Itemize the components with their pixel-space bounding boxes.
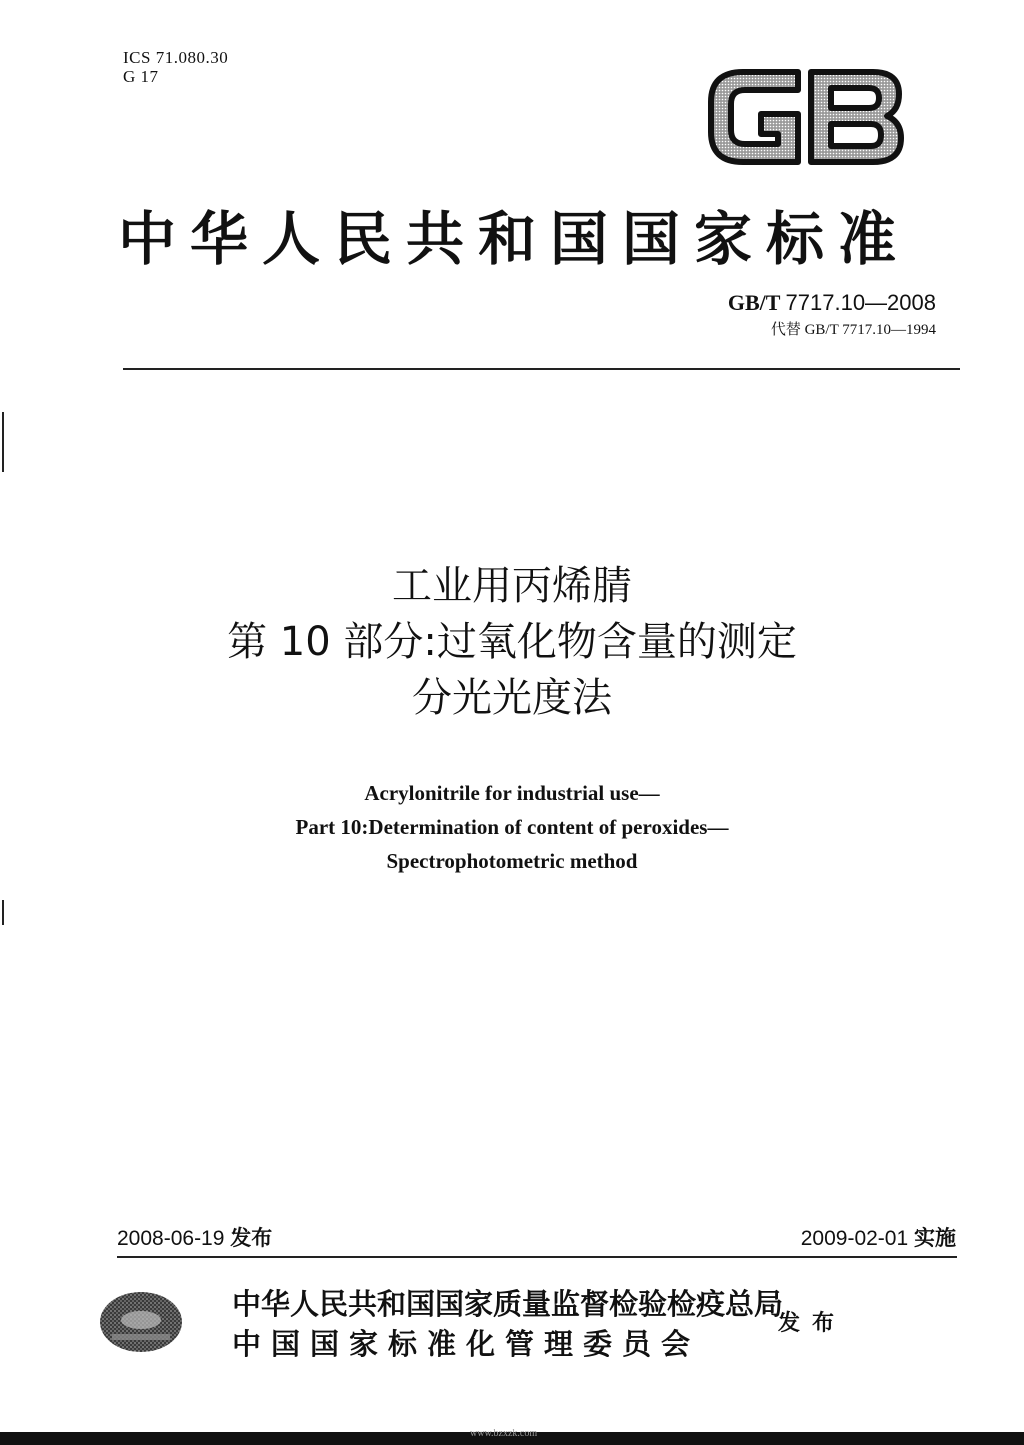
gb-logo	[703, 62, 908, 172]
header-divider	[123, 368, 960, 370]
logo-letter-g	[711, 72, 798, 162]
national-standard-title: 中华人民共和国国家标准	[118, 205, 911, 273]
standard-number-block	[728, 290, 936, 339]
issue-label: 发布	[230, 1226, 273, 1250]
issuer-sac: 中国国家标准化管理委员会	[232, 1327, 701, 1361]
english-title-line-1: Acrylonitrile for industrial use—	[364, 781, 660, 805]
standard-prefix: GB/T	[727, 290, 781, 315]
issuer-aqsiq: 中华人民共和国国家质量监督检验检疫总局	[232, 1287, 784, 1321]
issue-date-value: 2008-06-19	[117, 1227, 225, 1250]
issue-date	[117, 1222, 272, 1252]
standard-number	[728, 290, 936, 316]
replaces-standard: 代替 GB/T 7717.10—1994	[770, 322, 936, 338]
publish-label: 发布	[778, 1311, 847, 1336]
classification-codes	[123, 48, 228, 86]
footer-divider	[117, 1256, 957, 1258]
implementation-label: 实施	[914, 1226, 956, 1250]
logo-letter-b	[811, 72, 901, 162]
implementation-date	[801, 1222, 956, 1252]
chinese-title	[0, 558, 1024, 726]
ics-code: ICS 71.080.30	[123, 48, 229, 67]
english-title	[0, 776, 1024, 878]
standard-code: 7717.10—2008	[785, 290, 936, 315]
implementation-date-value: 2009-02-01	[800, 1227, 909, 1250]
ccs-code: G 17	[123, 67, 159, 86]
issuing-authorities	[232, 1284, 783, 1364]
english-title-line-3: Spectrophotometric method	[386, 849, 638, 873]
scan-mark	[2, 900, 4, 925]
english-title-line-2: Part 10:Determination of content of peroxides—	[295, 815, 729, 839]
watermark: www.bzxzk.com	[470, 1428, 538, 1439]
chinese-title-line-3: 分光光度法	[412, 675, 612, 721]
scan-mark	[2, 412, 4, 472]
chinese-title-line-2: 第 10 部分:过氧化物含量的测定	[227, 619, 797, 665]
issuer-seal-icon	[98, 1290, 184, 1354]
chinese-title-line-1: 工业用丙烯腈	[392, 563, 632, 609]
